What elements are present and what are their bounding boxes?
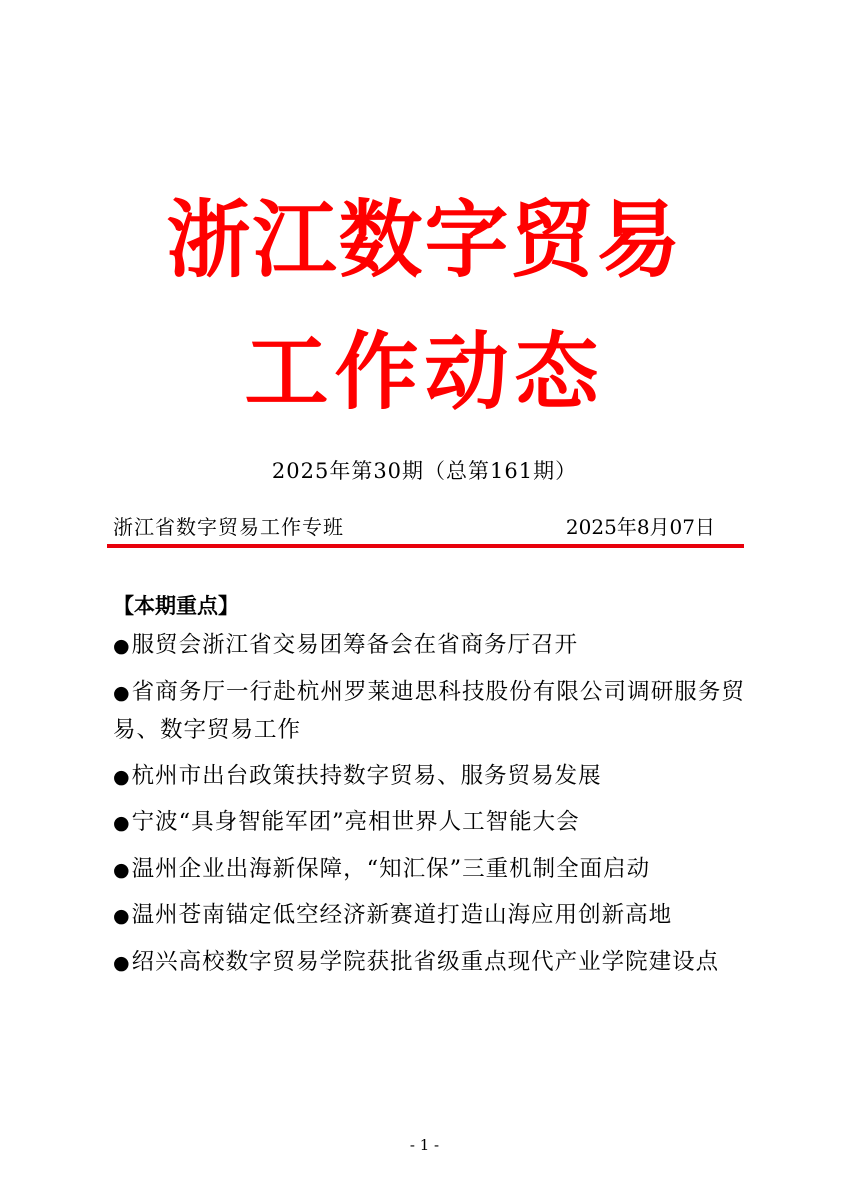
bullet-icon: ● — [113, 812, 131, 834]
highlight-item — [113, 897, 745, 936]
highlight-item — [113, 851, 745, 890]
document-title-line1: 浙江数字贸易 — [166, 190, 683, 289]
highlight-item — [113, 944, 745, 983]
highlight-text: 宁波“具身智能军团”亮相世界人工智能大会 — [131, 809, 580, 835]
highlight-text: 温州企业出海新保障，“知汇保”三重机制全面启动 — [131, 855, 651, 882]
publish-date: 2025年8月07日 — [565, 515, 715, 539]
publisher-date-row — [113, 511, 743, 539]
bullet-icon: ● — [113, 905, 131, 927]
red-divider — [107, 544, 744, 548]
highlights-list — [113, 627, 745, 990]
highlight-item — [113, 627, 745, 666]
bullet-icon: ● — [113, 951, 131, 974]
bullet-icon: ● — [113, 858, 131, 881]
document-title-line2: 工作动态 — [244, 322, 605, 421]
highlights-heading: 【本期重点】 — [113, 594, 239, 618]
page-number: - 1 - — [409, 1136, 440, 1154]
highlight-item — [113, 674, 745, 750]
bullet-icon: ● — [113, 681, 131, 704]
highlight-text: 绍兴高校数字贸易学院获批省级重点现代产业学院建设点 — [131, 948, 720, 975]
issue-number: 2025年第30期（总第161期） — [271, 459, 578, 483]
highlight-item — [113, 758, 745, 797]
highlight-item — [113, 804, 745, 843]
highlight-text: 省商务厅一行赴杭州罗莱迪思科技股份有限公司调研服务贸易、数字贸易工作 — [113, 678, 745, 743]
highlight-text: 杭州市出台政策扶持数字贸易、服务贸易发展 — [131, 762, 602, 789]
bullet-icon: ● — [113, 635, 131, 657]
highlight-text: 温州苍南锚定低空经济新赛道打造山海应用创新高地 — [131, 902, 673, 928]
highlight-text: 服贸会浙江省交易团筹备会在省商务厅召开 — [131, 632, 579, 658]
publisher: 浙江省数字贸易工作专班 — [113, 515, 344, 539]
bullet-icon: ● — [113, 765, 131, 788]
